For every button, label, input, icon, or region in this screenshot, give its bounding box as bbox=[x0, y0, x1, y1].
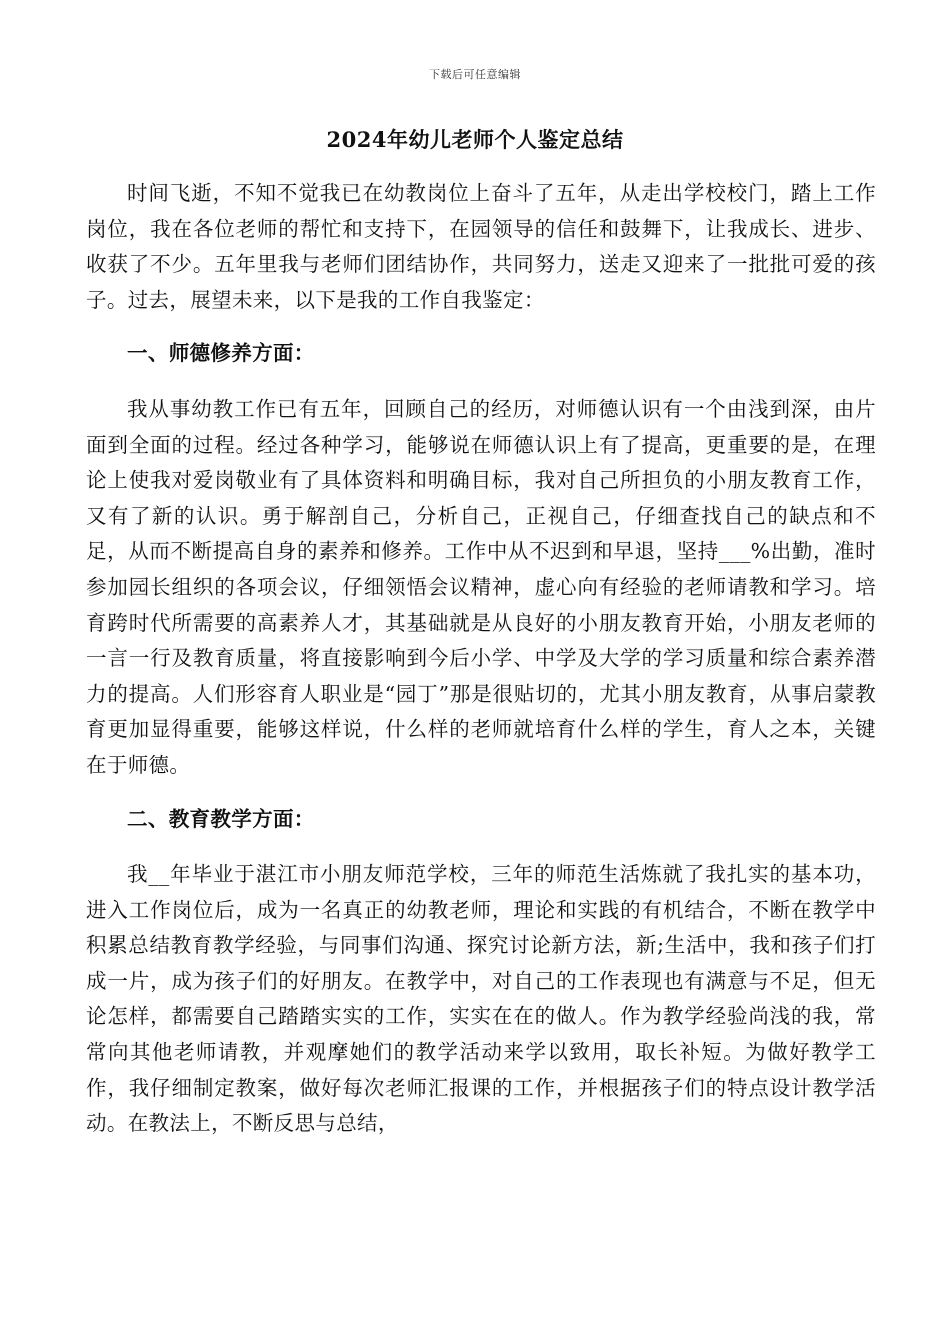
header-note: 下载后可任意编辑 bbox=[429, 68, 521, 81]
section-heading-ethics: 一、师德修养方面： bbox=[127, 341, 315, 366]
document-body bbox=[86, 176, 876, 1142]
section-body-teaching: 我__年毕业于湛江市小朋友师范学校，三年的师范生活炼就了我扎实的基本功，进入工作岗位后，成为一名真正的幼教老师，理论和实践的有机结合，不断在教学中积累总结教育教学经验，与同事们沟通、探究讨论新方法，新;生活中，我和孩子们打成一片，成为孩子们的好朋友。在教学中，对自己的工作表现也有满意与不足，但无论怎样，都需要自己踏踏实实的工作，实实在在的做人。作为教学经验尚浅的我，常常向其他老师请教，并观摩她们的教学活动来学以致用，取长补短。为做好教学工作，我仔细制定教案，做好每次老师汇报课的工作，并根据孩子们的特点设计教学活动。在教法上，不断反思与总结， bbox=[86, 862, 876, 1136]
page-title: 2024年幼儿老师个人鉴定总结 bbox=[326, 127, 624, 152]
intro-paragraph: 时间飞逝，不知不觉我已在幼教岗位上奋斗了五年，从走出学校校门，踏上工作岗位，我在各位老师的帮忙和支持下，在园领导的信任和鼓舞下，让我成长、进步、收获了不少。五年里我与老师们团结协作，共同努力，送走又迎来了一批批可爱的孩子。过去，展望未来，以下是我的工作自我鉴定： bbox=[86, 181, 876, 312]
section-body-ethics: 我从事幼教工作已有五年，回顾自己的经历，对师德认识有一个由浅到深，由片面到全面的过程。经过各种学习，能够说在师德认识上有了提高，更重要的是，在理论上使我对爱岗敬业有了具体资料和明确目标，我对自己所担负的小朋友教育工作，又有了新的认识。勇于解剖自己，分析自己，正视自己，仔细查找自己的缺点和不足，从而不断提高自身的素养和修养。工作中从不迟到和早退，坚持___%出勤，准时参加园长组织的各项会议，仔细领悟会议精神，虚心向有经验的老师请教和学习。培育跨时代所需要的高素养人才，其基础就是从良好的小朋友教育开始，小朋友老师的一言一行及教育质量，将直接影响到今后小学、中学及大学的学习质量和综合素养潜力的提高。人们形容育人职业是“园丁”那是很贴切的，尤其小朋友教育，从事启蒙教育更加显得重要，能够这样说，什么样的老师就培育什么样的学生，育人之本，关键在于师德。 bbox=[86, 396, 876, 777]
section-heading-teaching: 二、教育教学方面： bbox=[127, 806, 315, 831]
